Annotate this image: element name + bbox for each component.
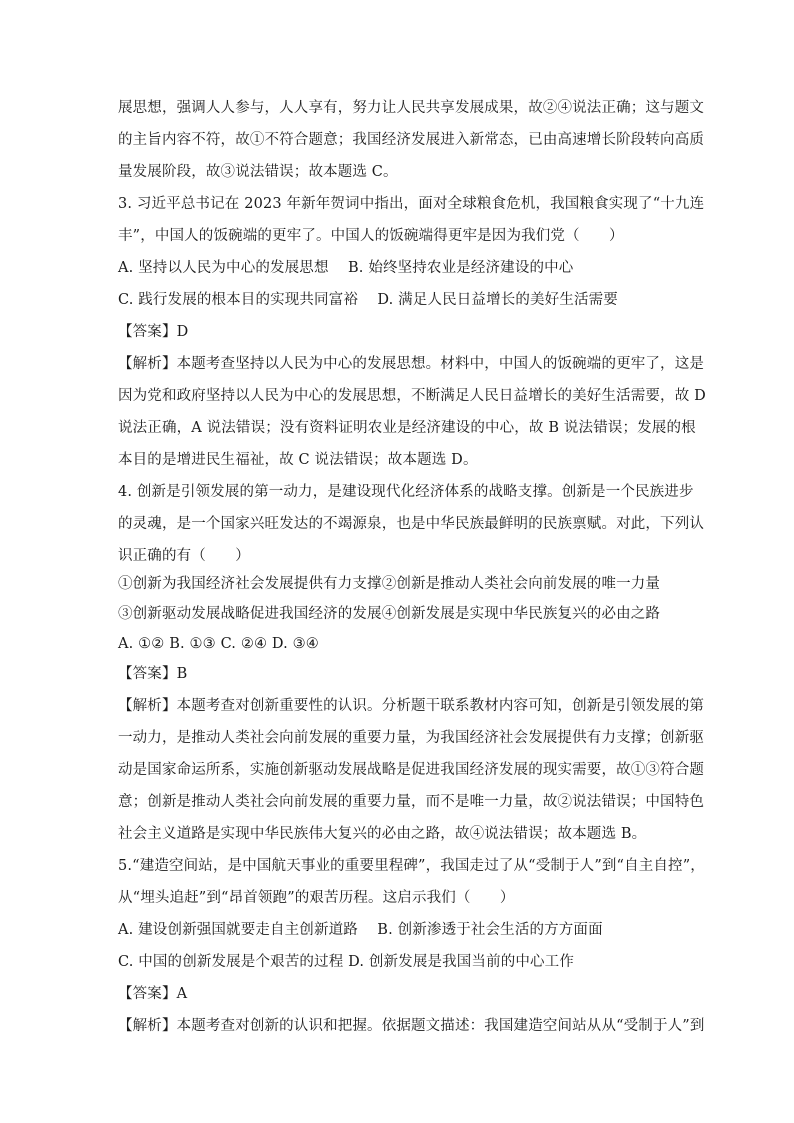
text-line: 展思想，强调人人参与，人人享有，努力让人民共享发展成果，故②④说法正确；这与题文: [118, 100, 704, 116]
question-5-stem: 5.“建造空间站，是中国航天事业的重要里程碑”，我国走过了从“受制于人”到“自主自控”，: [118, 858, 705, 874]
question-4-analysis: 一动力，是推动人类社会向前发展的重要力量，为我国经济社会发展提供有力支撑；创新驱: [118, 730, 704, 746]
question-4-statements: ①创新为我国经济社会发展提供有力支撑②创新是推动人类社会向前发展的唯一力量: [118, 576, 661, 592]
question-3-stem: 3. 习近平总书记在 2023 年新年贺词中指出，面对全球粮食危机，我国粮食实现了“十九连: [118, 196, 705, 212]
question-4-analysis: 意；创新是推动人类社会向前发展的重要力量，而不是唯一力量，故②说法错误；中国特色: [118, 794, 704, 810]
question-3-options: A. 坚持以人民为中心的发展思想 B. 始终坚持农业是经济建设的中心: [118, 260, 574, 276]
question-5-options: A. 建设创新强国就要走自主创新道路 B. 创新渗透于社会生活的方方面面: [118, 922, 603, 938]
question-4-analysis: 动是国家命运所系，实施创新驱动发展战略是促进我国经济发展的现实需要，故①③符合题: [118, 762, 704, 778]
question-4-analysis: 社会主义道路是实现中华民族伟大复兴的必由之路，故④说法错误；故本题选 B。: [118, 826, 647, 842]
question-4-stem: 的灵魂，是一个国家兴旺发达的不竭源泉，也是中华民族最鲜明的民族禀赋。对此，下列认: [118, 516, 704, 532]
question-4-stem: 4. 创新是引领发展的第一动力，是建设现代化经济体系的战略支撑。创新是一个民族进步: [118, 484, 694, 500]
question-4-options: A. ①② B. ①③ C. ②④ D. ③④: [118, 636, 319, 652]
question-3-stem: 丰”，中国人的饭碗端的更牢了。中国人的饭碗端得更牢是因为我们党（ ）: [118, 228, 624, 244]
question-3-answer: 【答案】D: [118, 324, 189, 340]
question-5-stem: 从“埋头追赶”到“昂首领跑”的艰苦历程。这启示我们（ ）: [118, 890, 515, 906]
question-3-analysis: 因为党和政府坚持以人民为中心的发展思想，不断满足人民日益增长的美好生活需要，故 D: [118, 388, 706, 404]
question-5-options: C. 中国的创新发展是个艰苦的过程 D. 创新发展是我国当前的中心工作: [118, 954, 574, 970]
question-3-options: C. 践行发展的根本目的实现共同富裕 D. 满足人民日益增长的美好生活需要: [118, 292, 618, 308]
question-4-answer: 【答案】B: [118, 666, 188, 682]
text-line: 的主旨内容不符，故①不符合题意；我国经济发展进入新常态，已由高速增长阶段转向高质: [118, 132, 704, 148]
question-5-analysis: 【解析】本题考查对创新的认识和把握。依据题文描述：我国建造空间站从从“受制于人”到: [118, 1018, 705, 1034]
question-3-analysis: 【解析】本题考查坚持以人民为中心的发展思想。材料中，中国人的饭碗端的更牢了，这是: [118, 356, 704, 372]
question-4-analysis: 【解析】本题考查对创新重要性的认识。分析题干联系教材内容可知，创新是引领发展的第: [118, 698, 704, 714]
question-3-analysis: 本目的是增进民生福祉，故 C 说法错误；故本题选 D。: [118, 452, 478, 468]
question-4-stem: 识正确的有（ ）: [118, 548, 250, 564]
question-4-statements: ③创新驱动发展战略促进我国经济的发展④创新发展是实现中华民族复兴的必由之路: [118, 606, 661, 622]
text-line: 量发展阶段，故③说法错误；故本题选 C。: [118, 164, 398, 180]
question-3-analysis: 说法正确，A 说法错误；没有资料证明农业是经济建设的中心，故 B 说法错误；发展的根: [118, 420, 696, 436]
question-5-answer: 【答案】A: [118, 986, 188, 1002]
